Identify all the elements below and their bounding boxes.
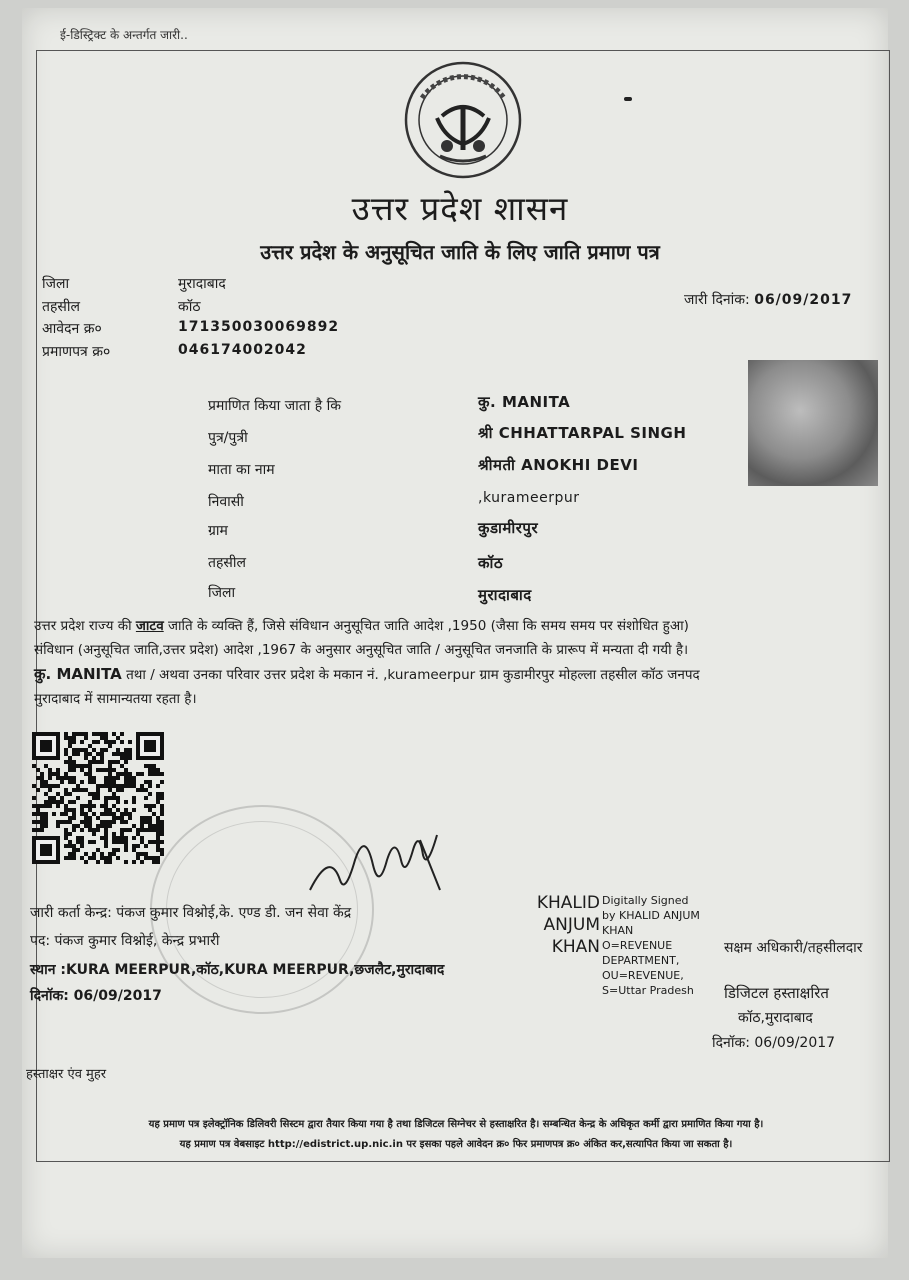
mother-name: श्रीमती ANOKHI DEVI (478, 456, 639, 474)
paragraph-applicant-name: कु. MANITA (34, 665, 122, 683)
resident-value: ,kurameerpur (478, 490, 580, 506)
issuer-date: दिनॉक: 06/09/2017 (30, 988, 162, 1004)
officer-title: सक्षम अधिकारी/तहसीलदार (724, 940, 863, 956)
detail-tehsil-label: तहसील (208, 555, 246, 571)
parent-label: पुत्र/पुत्री (208, 430, 248, 446)
district-label: जिला (42, 276, 70, 292)
applicant-photo (748, 360, 878, 486)
village-value: कुडामीरपुर (478, 519, 539, 537)
issue-date (684, 290, 852, 309)
resident-label: निवासी (208, 494, 244, 510)
signature-and-seal-label: हस्ताक्षर एंव मुहर (26, 1067, 107, 1082)
tehsil-value: कॉठ (178, 299, 201, 315)
certified-label: प्रमाणित किया जाता है कि (208, 398, 342, 414)
paragraph-line-3 (34, 662, 879, 687)
application-no-label: आवेदन क्र० (42, 321, 102, 337)
issuer-place: स्थान :KURA MEERPUR,कॉठ,KURA MEERPUR,छजलैट,मुरादाबाद (30, 962, 445, 978)
digital-signature-details: Digitally Signed by KHALID ANJUM KHAN O=REVENUE DEPARTMENT, OU=REVENUE, S=Uttar Pradesh (602, 894, 700, 997)
qr-code (32, 732, 164, 864)
government-title: उत्तर प्रदेश शासन (351, 189, 569, 228)
footer-note-1: यह प्रमाण पत्र इलेक्ट्रॉनिक डिलिवरी सिस्टम द्वारा तैयार किया गया है तथा डिजिटल सिग्नेचर से हस्ताक्षरित है। सम्बन्धित केन्द्र के अधिकृत कर्मी द्वारा प्रमाणित किया गया है। (148, 1119, 764, 1130)
caste-name: जाटव (135, 618, 164, 634)
certificate-subtitle: उत्तर प्रदेश के अनुसूचित जाति के लिए जाति प्रमाण पत्र (260, 240, 660, 264)
detail-tehsil-value: कॉठ (478, 554, 504, 572)
tehsil-label: तहसील (42, 299, 80, 315)
issue-date-value: 06/09/2017 (754, 292, 853, 308)
detail-district-value: मुरादाबाद (478, 586, 532, 604)
paragraph-text: तथा / अथवा उनका परिवार उत्तर प्रदेश के मकान नं. ,kurameerpur ग्राम कुडामीरपुर मोहल्ला तहसील कॉठ जनपद (121, 667, 700, 683)
paragraph-text: जाति के व्यक्ति हैं, जिसे संविधान अनुसूचित जाति आदेश ,1950 (जैसा कि समय समय पर संशोधित हुआ) (163, 618, 689, 634)
certificate-no-value: 046174002042 (178, 342, 307, 358)
issuing-centre: जारी कर्ता केन्द्र: पंकज कुमार विश्नोई,के. एण्ड डी. जन सेवा केंद्र (30, 905, 352, 921)
district-value: मुरादाबाद (178, 276, 226, 292)
issue-date-label: जारी दिनांक: (684, 292, 750, 308)
father-name: श्री CHHATTARPAL SINGH (478, 424, 687, 442)
paragraph-line-4: मुरादाबाद में सामान्यतया रहता है। (34, 691, 197, 707)
certification-paragraph (34, 614, 879, 711)
top-note: ई-डिस्ट्रिक्ट के अन्तर्गत जारी.. (60, 28, 188, 42)
application-no-value: 171350030069892 (178, 319, 340, 335)
digitally-signed-label: डिजिटल हस्ताक्षरित (724, 984, 829, 1002)
ink-mark (624, 97, 632, 101)
mother-label: माता का नाम (208, 462, 275, 478)
handwritten-signature (300, 820, 470, 910)
paragraph-line-2: संविधान (अनुसूचित जाति,उत्तर प्रदेश) आदेश ,1967 के अनुसार अनुसूचित जाति / अनुसूचित जनजाति के प्रारूप में मन्यता दी गयी है। (34, 642, 689, 658)
uttar-pradesh-emblem (402, 58, 524, 182)
officer-place: कॉठ,मुरादाबाद (738, 1010, 813, 1026)
footer-note-2: यह प्रमाण पत्र वेबसाइट http://edistrict.up.nic.in पर इसका पहले आवेदन क्र० फिर प्रमाणपत्र क्र० अंकित कर,सत्यापित किया जा सकता है। (179, 1139, 733, 1150)
applicant-name: कु. MANITA (478, 393, 571, 411)
officer-date: दिनॉक: 06/09/2017 (712, 1035, 836, 1051)
village-label: ग्राम (208, 523, 228, 539)
issuer-post: पद: पंकज कुमार विश्नोई, केन्द्र प्रभारी (30, 933, 220, 949)
paragraph-text: उत्तर प्रदेश राज्य की (34, 618, 136, 634)
paragraph-line-1 (34, 614, 879, 638)
detail-district-label: जिला (208, 585, 236, 601)
digital-signer-name: KHALID ANJUM KHAN (536, 893, 600, 957)
certificate-no-label: प्रमाणपत्र क्र० (42, 344, 111, 360)
